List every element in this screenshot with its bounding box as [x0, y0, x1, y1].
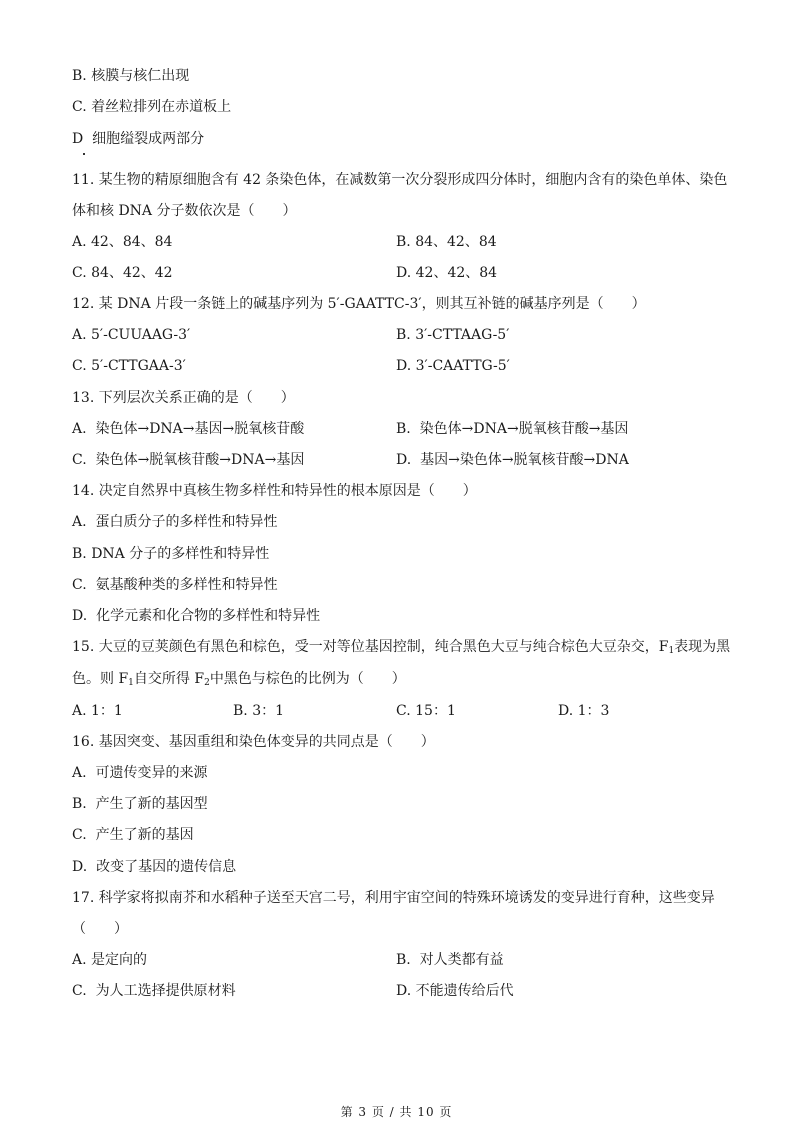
option-b: B. DNA 分子的多样性和特异性	[72, 546, 270, 562]
question-11-options-row2	[0, 264, 793, 282]
option-a: A. 蛋白质分子的多样性和特异性	[72, 514, 278, 530]
option-b: B. 84、42、84	[396, 234, 497, 250]
option-c	[72, 98, 231, 116]
option-label: C.	[72, 99, 87, 115]
option-d: D. 化学元素和化合物的多样性和特异性	[72, 608, 321, 624]
option-c: C. 5′-CTTGAA-3′	[72, 358, 186, 374]
option-b: B. 3：1	[233, 703, 285, 719]
question-13-options-row1	[0, 420, 793, 438]
option-text: 着丝粒排列在赤道板上	[91, 99, 232, 115]
option-b: B. 3′-CTTAAG-5′	[396, 327, 510, 343]
option-c: C. 染色体→脱氧核苷酸→DNA→基因	[72, 452, 305, 468]
option-c: C. 产生了新的基因	[72, 827, 194, 843]
stray-mark	[83, 153, 85, 155]
stem-text: 某生物的精原细胞含有 42 条染色体，在减数第一次分裂形成四分体时，细胞内含有的染色单体、染色	[98, 172, 728, 188]
question-17-stem	[72, 889, 715, 907]
question-number: 11.	[72, 172, 95, 188]
question-16-stem	[72, 733, 435, 751]
question-11-options-row1	[0, 233, 793, 251]
option-a: A. 染色体→DNA→基因→脱氧核苷酸	[72, 421, 305, 437]
question-number: 12.	[72, 296, 95, 312]
option-a: A. 是定向的	[72, 952, 148, 968]
question-12-options-row2	[0, 357, 793, 375]
question-17-stem-cont: （ ）	[72, 921, 128, 937]
option-b: B. 产生了新的基因型	[72, 796, 208, 812]
question-number: 17.	[72, 890, 95, 906]
question-number: 16.	[72, 734, 95, 750]
stem-text: 科学家将拟南芥和水稻种子送至天宫二号，利用宇宙空间的特殊环境诱发的变异进行育种，这些变异	[98, 890, 715, 906]
option-d: D. 不能遗传给后代	[396, 983, 514, 999]
question-12-stem	[72, 295, 646, 313]
option-b: B. 对人类都有益	[396, 952, 504, 968]
option-text: 核膜与核仁出现	[91, 68, 190, 84]
page-number: 第 3 页 / 共 10 页	[340, 1105, 453, 1119]
option-a: A. 1：1	[72, 703, 123, 719]
question-14-stem	[72, 482, 477, 500]
stem-text: 下列层次关系正确的是（ ）	[98, 390, 295, 406]
option-b	[72, 67, 189, 85]
question-11-stem-cont: 体和核 DNA 分子数依次是（ ）	[72, 203, 297, 219]
option-c: C. 为人工选择提供原材料	[72, 983, 236, 999]
option-c: C. 84、42、42	[72, 265, 173, 281]
question-15-options-row	[0, 702, 793, 720]
question-12-options-row1	[0, 326, 793, 344]
stem-text: 基因突变、基因重组和染色体变异的共同点是（ ）	[98, 734, 435, 750]
question-11-stem	[72, 171, 727, 189]
option-a: A. 可遗传变异的来源	[72, 765, 208, 781]
question-17-options-row2	[0, 982, 793, 1000]
question-15-stem: 15. 大豆的豆荚颜色有黑色和棕色，受一对等位基因控制，纯合黑色大豆与纯合棕色大豆杂交，$F_1$表现为黑	[72, 639, 731, 656]
option-d: D. 42、42、84	[396, 265, 498, 281]
option-label: D	[72, 131, 84, 147]
option-d: D. 1：3	[558, 703, 610, 719]
option-d: D. 改变了基因的遗传信息	[72, 859, 237, 875]
option-a: A. 42、84、84	[72, 234, 173, 250]
stem-text: 决定自然界中真核生物多样性和特异性的根本原因是（ ）	[98, 483, 477, 499]
option-label: B.	[72, 68, 87, 84]
question-13-stem	[72, 389, 295, 407]
stem-text: 某 DNA 片段一条链上的碱基序列为 5′-GAATTC-3′，则其互补链的碱基序列是（ ）	[98, 296, 646, 312]
option-b: B. 染色体→DNA→脱氧核苷酸→基因	[396, 421, 629, 437]
question-number: 15.	[72, 639, 95, 655]
question-15-stem-cont: 色。则 $F_1$自交所得 $F_2$中黑色与棕色的比例为（ ）	[72, 671, 406, 688]
question-number: 14.	[72, 483, 95, 499]
question-17-options-row1	[0, 951, 793, 969]
option-d: D. 基因→染色体→脱氧核苷酸→DNA	[396, 452, 629, 468]
option-c: C. 15：1	[396, 703, 456, 719]
question-number: 13.	[72, 390, 95, 406]
option-text: 细胞缢裂成两部分	[92, 131, 205, 147]
option-d: D. 3′-CAATTG-5′	[396, 358, 510, 374]
option-a: A. 5′-CUUAAG-3′	[72, 327, 191, 343]
option-d	[72, 130, 204, 148]
option-c: C. 氨基酸种类的多样性和特异性	[72, 577, 278, 593]
question-13-options-row2	[0, 451, 793, 469]
